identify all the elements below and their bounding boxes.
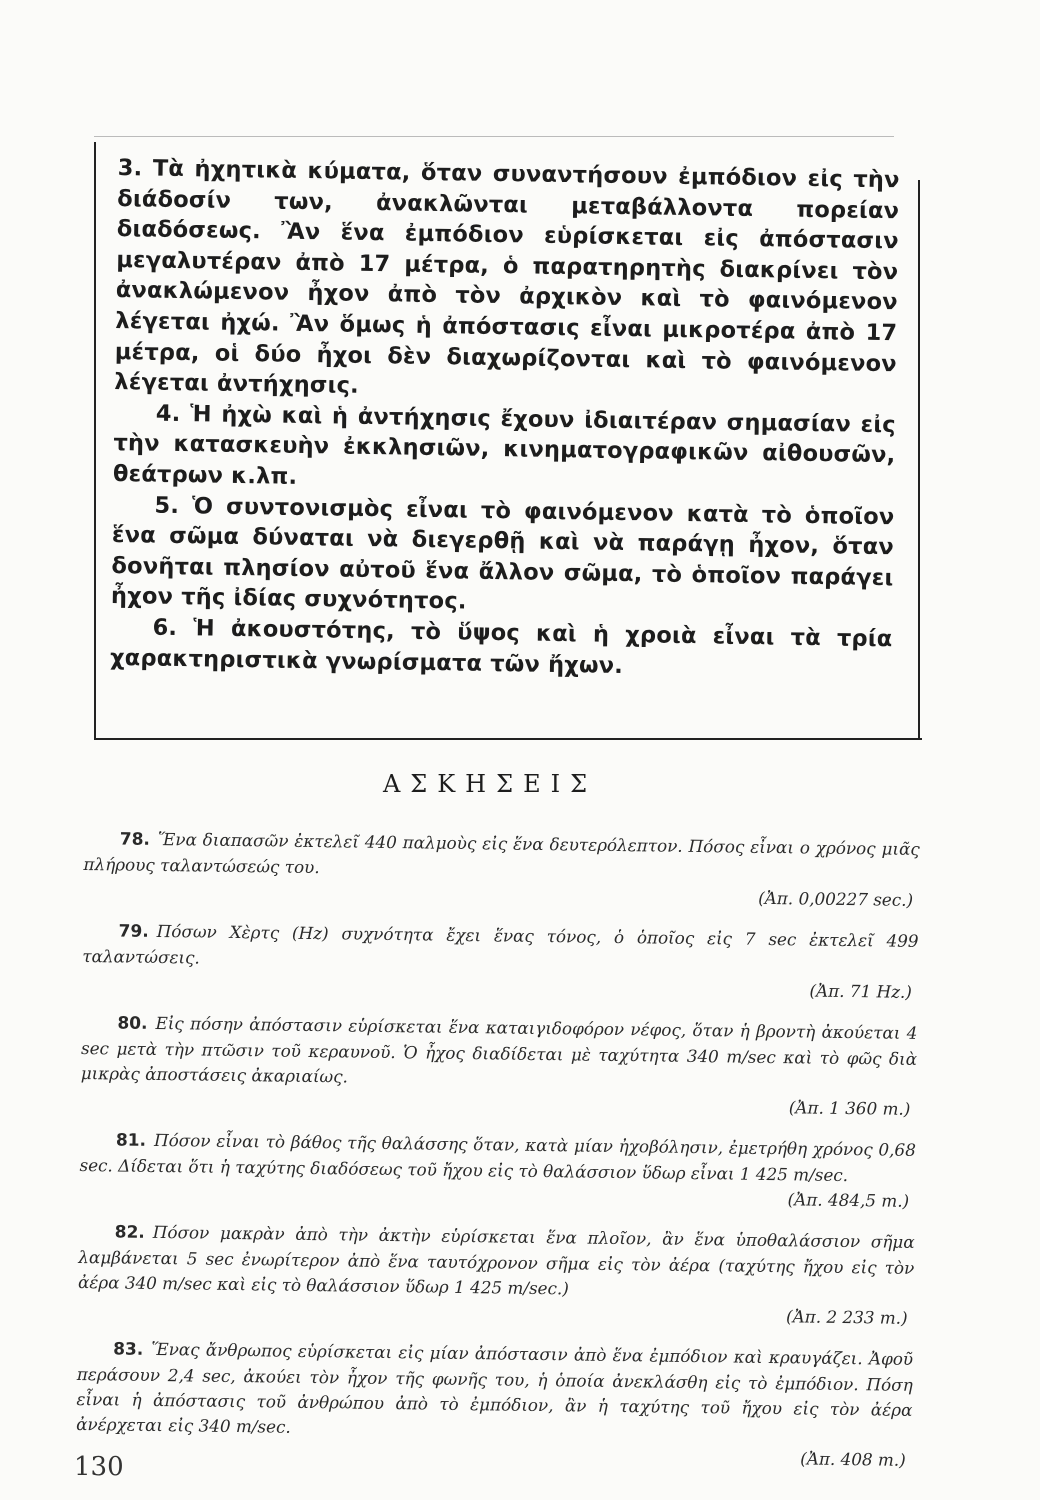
exercise-number: 78. bbox=[119, 829, 151, 850]
exercise-number: 80. bbox=[117, 1013, 148, 1034]
exercises-heading: ΑΣΚΗΣΕΙΣ bbox=[382, 770, 598, 798]
summary-paragraph-3: 3. Τὰ ἠχητικὰ κύματα, ὅταν συναντήσουν ἐμπόδιον εἰς τὴν διάδοσίν των, ἀνακλῶνται μεταβάλλοντα πορείαν διαδόσεως. Ἂν ἕνα ἐμπόδιον εὑρίσκεται εἰς ἀπόστασιν μεγαλυτέραν ἀπὸ 17 μέτρα, ὁ παρατηρητὴς διακρίνει τὸν ἀνακλώμενον ἦχον ἀπὸ τὸν ἀρχικὸν καὶ τὸ φαινόμενον λέγεται ἠχώ. Ἂν ὅμως ἡ ἀπόστασις εἶναι μικροτέρα ἀπὸ 17 μέτρα, οἱ δύο ἦχοι δὲν διαχωρίζονται καὶ τὸ φαινόμενον λέγεται ἀντήχησις. bbox=[114, 154, 900, 399]
exercise-80 bbox=[80, 1010, 917, 1122]
summary-box-top-rule bbox=[94, 136, 894, 137]
exercise-answer: (Ἀπ. 1 360 m.) bbox=[788, 1097, 911, 1119]
exercise-text: Ἕνας ἄνθρωπος εὑρίσκεται εἰς μίαν ἀπόστασιν ἀπὸ ἕνα ἐμπόδιον καὶ κραυγάζει. Ἀφοῦ περάσουν 2,4 sec, ἀκούει τὸν ἦχον τῆς φωνῆς του, ἡ ὁποία ἀνεκλάσθη εἰς τὸ ἐμπόδιον. Πόση εἶναι ἡ ἀπόστασις τοῦ ἀνθρώπου ἀπὸ τὸ ἐμπόδιον, ἂν ἡ ταχύτης τοῦ ἤχου εἰς τὸν ἀέρα ἀνέρχεται εἰς 340 m/sec. bbox=[76, 1338, 914, 1437]
exercise-text: Εἰς πόσην ἀπόστασιν εὑρίσκεται ἕνα καταιγιδοφόρον νέφος, ὅταν ἡ βροντὴ ἀκούεται 4 sec μετὰ τὴν πτῶσιν τοῦ κεραυνοῦ. Ὁ ἦχος διαδίδεται μὲ ταχύτητα 340 m/sec καὶ τὸ φῶς διὰ μικρὰς ἀποστάσεις ἀκαριαίως. bbox=[80, 1012, 918, 1087]
exercise-79 bbox=[82, 918, 919, 1005]
exercise-number: 83. bbox=[113, 1339, 144, 1360]
exercise-answer: (Ἀπ. 0,00227 sec.) bbox=[758, 887, 914, 910]
summary-paragraph-4: 4. Ἡ ἠχὼ καὶ ἡ ἀντήχησις ἔχουν ἰδιαιτέραν σημασίαν εἰς τὴν κατασκευὴν ἐκκλησιῶν, κινηματογραφικῶν αἰθουσῶν, θεάτρων κ.λπ. bbox=[112, 400, 897, 490]
exercise-83 bbox=[76, 1336, 914, 1473]
exercise-81 bbox=[79, 1127, 916, 1214]
exercise-number: 82. bbox=[114, 1222, 145, 1243]
exercise-text: Πόσων Χὲρτς (Hz) συχνότητα ἔχει ἕνας τόνος, ὁ ὁποῖος εἰς 7 sec ἐκτελεῖ 499 ταλαντώσεις. bbox=[82, 920, 919, 968]
exercise-number: 81. bbox=[115, 1130, 147, 1151]
exercise-text: Πόσον εἶναι τὸ βάθος τῆς θαλάσσης ὅταν, κατὰ μίαν ἠχοβόλησιν, ἐμετρήθη χρόνος 0,68 sec. Δίδεται ὅτι ἡ ταχύτης διαδόσεως τοῦ ἤχου εἰς τὸ θαλάσσιον ὕδωρ εἶναι 1 425 m/sec. bbox=[79, 1129, 916, 1186]
exercise-number: 79. bbox=[118, 921, 149, 942]
page-number: 130 bbox=[74, 1452, 124, 1482]
summary-box-right-rule bbox=[918, 180, 920, 740]
exercise-text: Πόσον μακρὰν ἀπὸ τὴν ἀκτὴν εὑρίσκεται ἕνα πλοῖον, ἂν ἕνα ὑποθαλάσσιον σῆμα λαμβάνεται 5 sec ἐνωρίτερον ἀπὸ ἕνα ταυτόχρονον σῆμα εἰς τὸν ἀέρα (ταχύτης ἤχου εἰς τὸν ἀέρα 340 m/sec καὶ εἰς τὸ θαλάσσιον ὕδωρ 1 425 m/sec.) bbox=[77, 1221, 915, 1299]
exercise-answer: (Ἀπ. 408 m.) bbox=[800, 1448, 906, 1470]
exercise-answer: (Ἀπ. 2 233 m.) bbox=[785, 1306, 908, 1328]
exercise-answer: (Ἀπ. 484,5 m.) bbox=[787, 1189, 910, 1211]
exercise-82 bbox=[78, 1219, 915, 1331]
exercise-78 bbox=[83, 826, 920, 913]
summary-paragraph-5: 5. Ὁ συντονισμὸς εἶναι τὸ φαινόμενον κατὰ τὸ ὁποῖον ἕνα σῶμα δύναται νὰ διεγερθῇ καὶ νὰ παράγῃ ἦχον, ὅταν δονῆται πλησίον αὐτοῦ ἕνα ἄλλον σῶμα, τὸ ὁποῖον παράγει ἦχον τῆς ἰδίας συχνότητος. bbox=[110, 492, 895, 615]
exercise-answer: (Ἀπ. 71 Hz.) bbox=[809, 980, 913, 1002]
exercises-list bbox=[75, 826, 919, 1489]
summary-text bbox=[110, 153, 900, 685]
summary-paragraph-6: 6. Ἡ ἀκουστότης, τὸ ὕψος καὶ ἡ χροιὰ εἶναι τὰ τρία χαρακτηριστικὰ γνωρίσματα τῶν ἤχων. bbox=[109, 614, 893, 679]
exercise-text: Ἕνα διαπασῶν ἐκτελεῖ 440 παλμοὺς εἰς ἕνα δευτερόλεπτον. Πόσος εἶναι ο χρόνος μιᾶς πλήρους ταλαντώσεώς του. bbox=[83, 828, 920, 878]
